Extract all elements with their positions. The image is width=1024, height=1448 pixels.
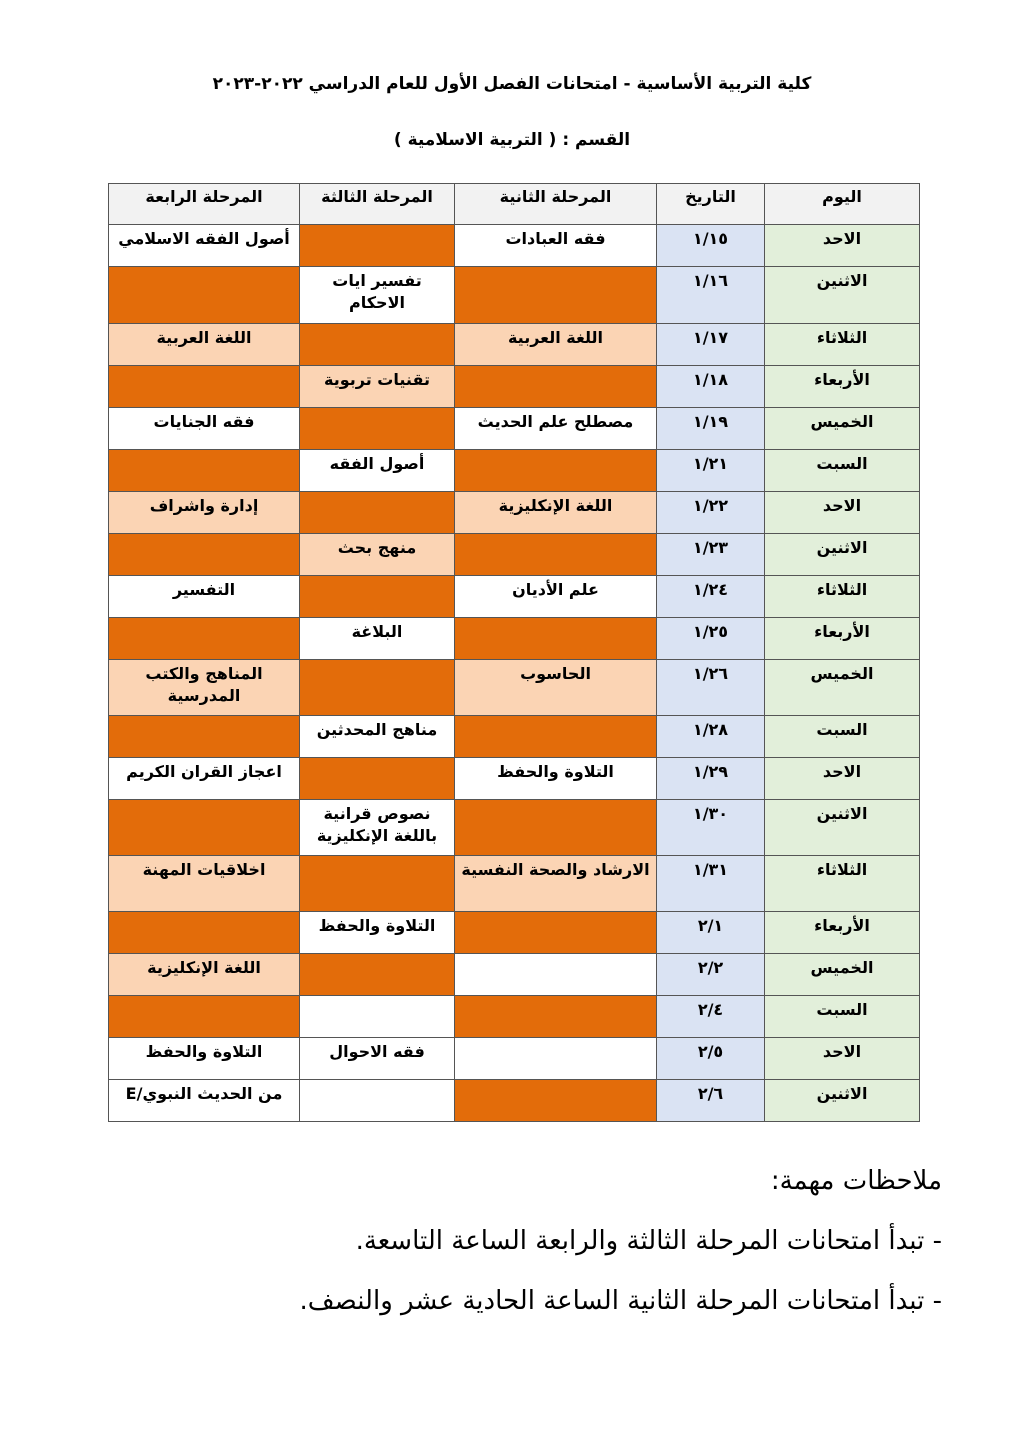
header-stage-4: المرحلة الرابعة: [109, 184, 300, 225]
page-title: كلية التربية الأساسية - امتحانات الفصل الأول للعام الدراسي ٢٠٢٢-٢٠٢٣: [212, 74, 812, 94]
stage-3-cell: [300, 758, 455, 800]
date-cell: ١/٣١: [657, 856, 765, 912]
day-cell: الاثنين: [765, 534, 920, 576]
stage-2-cell: [455, 716, 657, 758]
table-row: [109, 856, 920, 912]
stage-4-cell: [109, 366, 300, 408]
stage-2-cell: مصطلح علم الحديث: [455, 408, 657, 450]
stage-3-cell: التلاوة والحفظ: [300, 912, 455, 954]
table-row: [109, 408, 920, 450]
day-cell: الأربعاء: [765, 912, 920, 954]
day-cell: الاحد: [765, 1038, 920, 1080]
stage-4-cell: اللغة الإنكليزية: [109, 954, 300, 996]
stage-2-cell: الحاسوب: [455, 660, 657, 716]
note-item: - تبدأ امتحانات المرحلة الثالثة والرابعة الساعة التاسعة.: [355, 1226, 942, 1256]
table-row: [109, 366, 920, 408]
date-cell: ١/٢٢: [657, 492, 765, 534]
stage-4-cell: [109, 996, 300, 1038]
stage-3-cell: مناهج المحدثين: [300, 716, 455, 758]
table-row: [109, 996, 920, 1038]
table-row: [109, 225, 920, 267]
stage-3-cell: [300, 492, 455, 534]
stage-2-cell: [455, 618, 657, 660]
stage-3-cell: نصوص قرانية باللغة الإنكليزية: [300, 800, 455, 856]
day-cell: الاحد: [765, 225, 920, 267]
stage-3-cell: منهج بحث: [300, 534, 455, 576]
date-cell: ٢/١: [657, 912, 765, 954]
notes-heading: ملاحظات مهمة:: [770, 1166, 942, 1196]
stage-2-cell: [455, 1038, 657, 1080]
stage-3-cell: [300, 954, 455, 996]
date-cell: ٢/٢: [657, 954, 765, 996]
date-cell: ١/١٧: [657, 324, 765, 366]
department-label: القسم : ( التربية الاسلامية ): [393, 130, 631, 150]
stage-3-cell: البلاغة: [300, 618, 455, 660]
day-cell: الاحد: [765, 492, 920, 534]
stage-3-cell: [300, 576, 455, 618]
stage-2-cell: فقه العبادات: [455, 225, 657, 267]
date-cell: ١/٣٠: [657, 800, 765, 856]
stage-3-cell: تقنيات تربوية: [300, 366, 455, 408]
stage-2-cell: [455, 800, 657, 856]
table-row: [109, 758, 920, 800]
stage-4-cell: [109, 800, 300, 856]
date-cell: ١/٢٥: [657, 618, 765, 660]
day-cell: الاثنين: [765, 1080, 920, 1122]
date-cell: ٢/٦: [657, 1080, 765, 1122]
stage-3-cell: [300, 408, 455, 450]
stage-4-cell: [109, 912, 300, 954]
day-cell: السبت: [765, 996, 920, 1038]
date-cell: ١/١٥: [657, 225, 765, 267]
stage-4-cell: [109, 716, 300, 758]
stage-2-cell: [455, 912, 657, 954]
stage-4-cell: المناهج والكتب المدرسية: [109, 660, 300, 716]
stage-4-cell: إدارة واشراف: [109, 492, 300, 534]
stage-3-cell: [300, 324, 455, 366]
stage-2-cell: [455, 267, 657, 324]
table-row: [109, 1080, 920, 1122]
stage-4-cell: [109, 450, 300, 492]
day-cell: الثلاثاء: [765, 324, 920, 366]
stage-3-cell: أصول الفقه: [300, 450, 455, 492]
stage-2-cell: [455, 450, 657, 492]
day-cell: الخميس: [765, 408, 920, 450]
date-cell: ١/٢٤: [657, 576, 765, 618]
stage-3-cell: [300, 1080, 455, 1122]
day-cell: السبت: [765, 450, 920, 492]
date-cell: ٢/٥: [657, 1038, 765, 1080]
stage-4-cell: من الحديث النبوي/E: [109, 1080, 300, 1122]
date-cell: ٢/٤: [657, 996, 765, 1038]
header-stage-2: المرحلة الثانية: [455, 184, 657, 225]
stage-2-cell: اللغة العربية: [455, 324, 657, 366]
table-row: [109, 492, 920, 534]
stage-2-cell: [455, 996, 657, 1038]
stage-2-cell: الارشاد والصحة النفسية: [455, 856, 657, 912]
stage-3-cell: [300, 856, 455, 912]
table-row: [109, 450, 920, 492]
stage-2-cell: [455, 1080, 657, 1122]
day-cell: الثلاثاء: [765, 856, 920, 912]
header-date: التاريخ: [657, 184, 765, 225]
date-cell: ١/١٦: [657, 267, 765, 324]
table-row: [109, 267, 920, 324]
table-row: [109, 912, 920, 954]
date-cell: ١/٢٦: [657, 660, 765, 716]
date-cell: ١/٢٣: [657, 534, 765, 576]
day-cell: الاثنين: [765, 267, 920, 324]
stage-4-cell: اعجاز القران الكريم: [109, 758, 300, 800]
note-item: - تبدأ امتحانات المرحلة الثانية الساعة الحادية عشر والنصف.: [299, 1286, 942, 1316]
day-cell: السبت: [765, 716, 920, 758]
stage-4-cell: اللغة العربية: [109, 324, 300, 366]
stage-4-cell: [109, 618, 300, 660]
table-row: [109, 576, 920, 618]
stage-4-cell: أصول الفقه الاسلامي: [109, 225, 300, 267]
table-row: [109, 618, 920, 660]
stage-4-cell: فقه الجنايات: [109, 408, 300, 450]
date-cell: ١/١٩: [657, 408, 765, 450]
day-cell: الثلاثاء: [765, 576, 920, 618]
stage-3-cell: فقه الاحوال: [300, 1038, 455, 1080]
stage-2-cell: [455, 954, 657, 996]
date-cell: ١/٢١: [657, 450, 765, 492]
stage-4-cell: التلاوة والحفظ: [109, 1038, 300, 1080]
date-cell: ١/٢٨: [657, 716, 765, 758]
stage-2-cell: [455, 366, 657, 408]
day-cell: الاثنين: [765, 800, 920, 856]
table-row: [109, 954, 920, 996]
header-day: اليوم: [765, 184, 920, 225]
stage-3-cell: [300, 225, 455, 267]
stage-4-cell: [109, 267, 300, 324]
date-cell: ١/٢٩: [657, 758, 765, 800]
stage-2-cell: التلاوة والحفظ: [455, 758, 657, 800]
table-row: [109, 660, 920, 716]
stage-2-cell: [455, 534, 657, 576]
day-cell: الخميس: [765, 660, 920, 716]
stage-2-cell: علم الأديان: [455, 576, 657, 618]
table-row: [109, 1038, 920, 1080]
table-row: [109, 800, 920, 856]
stage-4-cell: اخلاقيات المهنة: [109, 856, 300, 912]
day-cell: الاحد: [765, 758, 920, 800]
stage-3-cell: [300, 996, 455, 1038]
table-header-row: [109, 184, 920, 225]
exam-schedule-table: [108, 183, 920, 1122]
day-cell: الأربعاء: [765, 366, 920, 408]
stage-2-cell: اللغة الإنكليزية: [455, 492, 657, 534]
stage-3-cell: تفسير ايات الاحكام: [300, 267, 455, 324]
table-row: [109, 716, 920, 758]
stage-4-cell: [109, 534, 300, 576]
day-cell: الأربعاء: [765, 618, 920, 660]
day-cell: الخميس: [765, 954, 920, 996]
date-cell: ١/١٨: [657, 366, 765, 408]
table-row: [109, 324, 920, 366]
header-stage-3: المرحلة الثالثة: [300, 184, 455, 225]
stage-4-cell: التفسير: [109, 576, 300, 618]
stage-3-cell: [300, 660, 455, 716]
table-row: [109, 534, 920, 576]
